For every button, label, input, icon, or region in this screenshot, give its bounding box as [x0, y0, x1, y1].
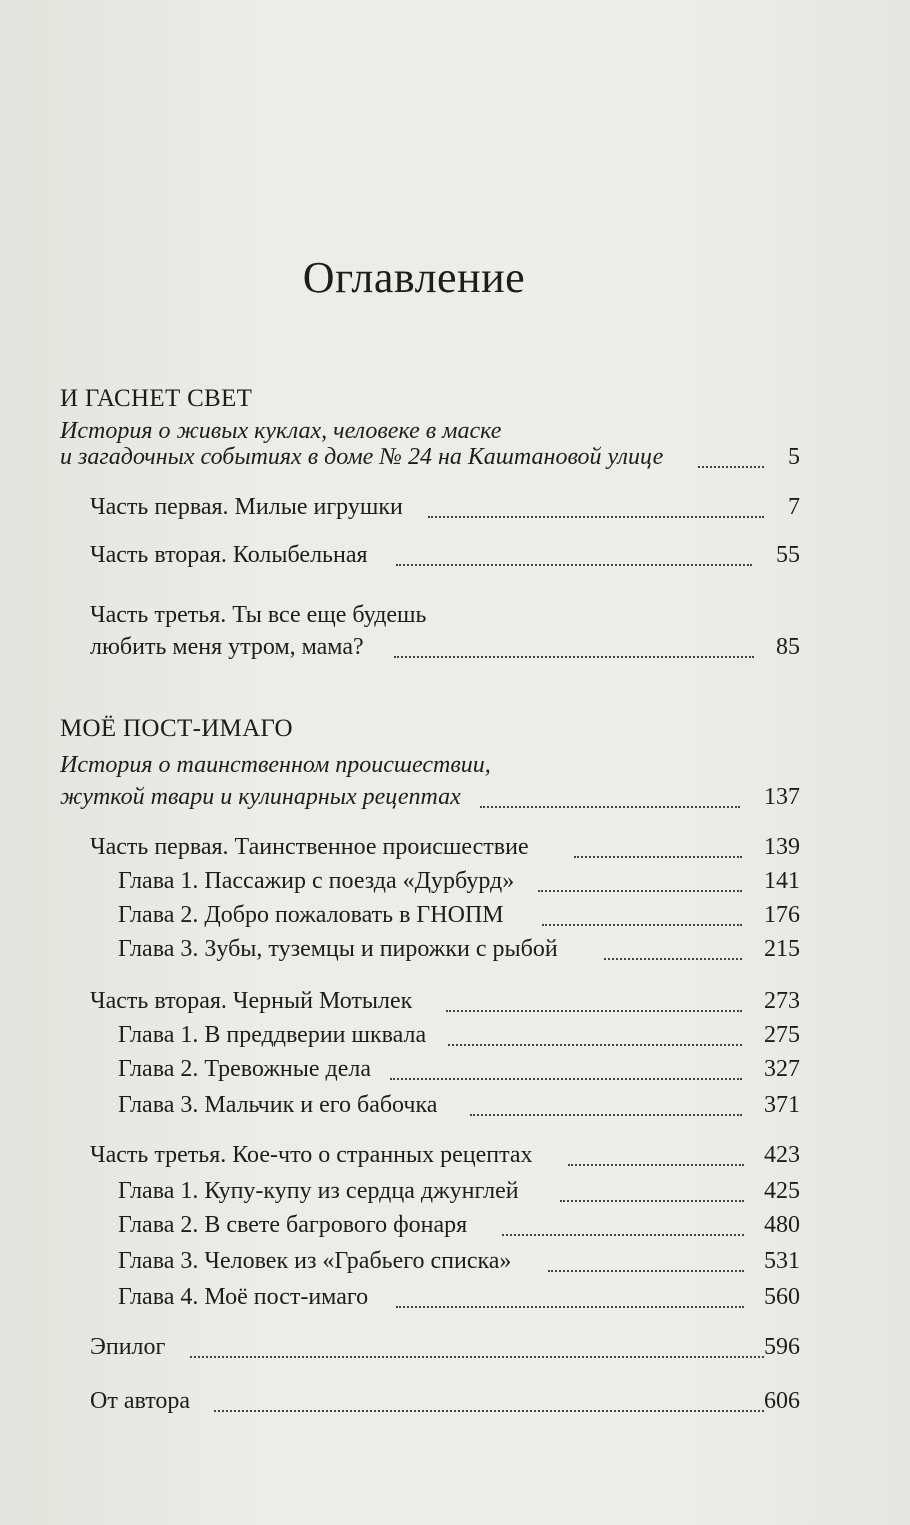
page-number: 141 [764, 868, 800, 894]
dot-leader [470, 1080, 742, 1116]
toc-entry: Часть вторая. Черный Мотылек 273 [0, 984, 800, 1018]
dot-leader [214, 1376, 764, 1412]
section-heading: МОЁ ПОСТ-ИМАГО [60, 715, 293, 742]
dot-leader [480, 772, 740, 808]
page-number: 215 [764, 936, 800, 962]
toc-entry: Глава 3. Мальчик и его бабочка 371 [0, 1088, 800, 1122]
toc-entry: Глава 1. В преддверии шквала 275 [0, 1018, 800, 1052]
dot-leader [396, 530, 752, 566]
toc-entry: Часть первая. Милые игрушки 7 [0, 490, 800, 524]
toc-entry: любить меня утром, мама? 85 [0, 630, 800, 664]
page-number: 273 [764, 988, 800, 1014]
dot-leader [568, 1130, 744, 1166]
page-number: 425 [764, 1178, 800, 1204]
toc-entry: Глава 2. Добро пожаловать в ГНОПМ 176 [0, 898, 800, 932]
dot-leader [446, 976, 742, 1012]
page-number: 5 [788, 444, 800, 470]
page-number: 531 [764, 1248, 800, 1274]
page-number: 327 [764, 1056, 800, 1082]
toc-entry: Глава 1. Пассажир с поезда «Дурбурд» 141 [0, 864, 800, 898]
toc-entry: От автора 606 [0, 1384, 800, 1418]
page-number: 560 [764, 1284, 800, 1310]
toc-entry-line: Часть третья. Ты все еще будешь [90, 602, 427, 628]
page-number: 480 [764, 1212, 800, 1238]
toc-entry: Часть вторая. Колыбельная 55 [0, 538, 800, 572]
dot-leader [448, 1010, 742, 1046]
page-number: 596 [764, 1334, 800, 1360]
toc-entry: Эпилог 596 [0, 1330, 800, 1364]
dot-leader [548, 1236, 744, 1272]
toc-entry: жуткой твари и кулинарных рецептах 137 [0, 780, 800, 814]
dot-leader [190, 1322, 764, 1358]
dot-leader [428, 482, 764, 518]
page-number: 606 [764, 1388, 800, 1414]
dot-leader [698, 432, 764, 468]
dot-leader [604, 924, 742, 960]
dot-leader [560, 1166, 744, 1202]
page-number: 7 [788, 494, 800, 520]
toc-entry: Часть первая. Таинственное происшествие 139 [0, 830, 800, 864]
page-number: 139 [764, 834, 800, 860]
section-heading: И ГАСНЕТ СВЕТ [60, 385, 253, 412]
page-number: 275 [764, 1022, 800, 1048]
toc-entry: Часть третья. Кое-что о странных рецептах 423 [0, 1138, 800, 1172]
page-number: 371 [764, 1092, 800, 1118]
section-subtitle: История о живых куклах, человеке в маске [60, 418, 502, 444]
section-subtitle: История о таинственном происшествии, [60, 752, 491, 778]
toc-entry: Глава 1. Купу-купу из сердца джунглей 425 [0, 1174, 800, 1208]
page-number: 55 [776, 542, 800, 568]
page-number: 176 [764, 902, 800, 928]
dot-leader [574, 822, 742, 858]
toc-entry: Глава 3. Зубы, туземцы и пирожки с рыбой 215 [0, 932, 800, 966]
page-title: Оглавление [302, 253, 526, 302]
dot-leader [394, 622, 754, 658]
dot-leader [542, 890, 742, 926]
toc-entry: Глава 3. Человек из «Грабьего списка» 531 [0, 1244, 800, 1278]
dot-leader [538, 856, 742, 892]
dot-leader [502, 1200, 744, 1236]
toc-entry: Глава 2. Тревожные дела 327 [0, 1052, 800, 1086]
page-number: 137 [764, 784, 800, 810]
page-number: 423 [764, 1142, 800, 1168]
page-number: 85 [776, 634, 800, 660]
dot-leader [390, 1044, 742, 1080]
toc-entry: и загадочных событиях в доме № 24 на Каштановой улице 5 [0, 440, 800, 474]
toc-entry: Глава 4. Моё пост-имаго 560 [0, 1280, 800, 1314]
dot-leader [396, 1272, 744, 1308]
toc-entry: Глава 2. В свете багрового фонаря 480 [0, 1208, 800, 1242]
